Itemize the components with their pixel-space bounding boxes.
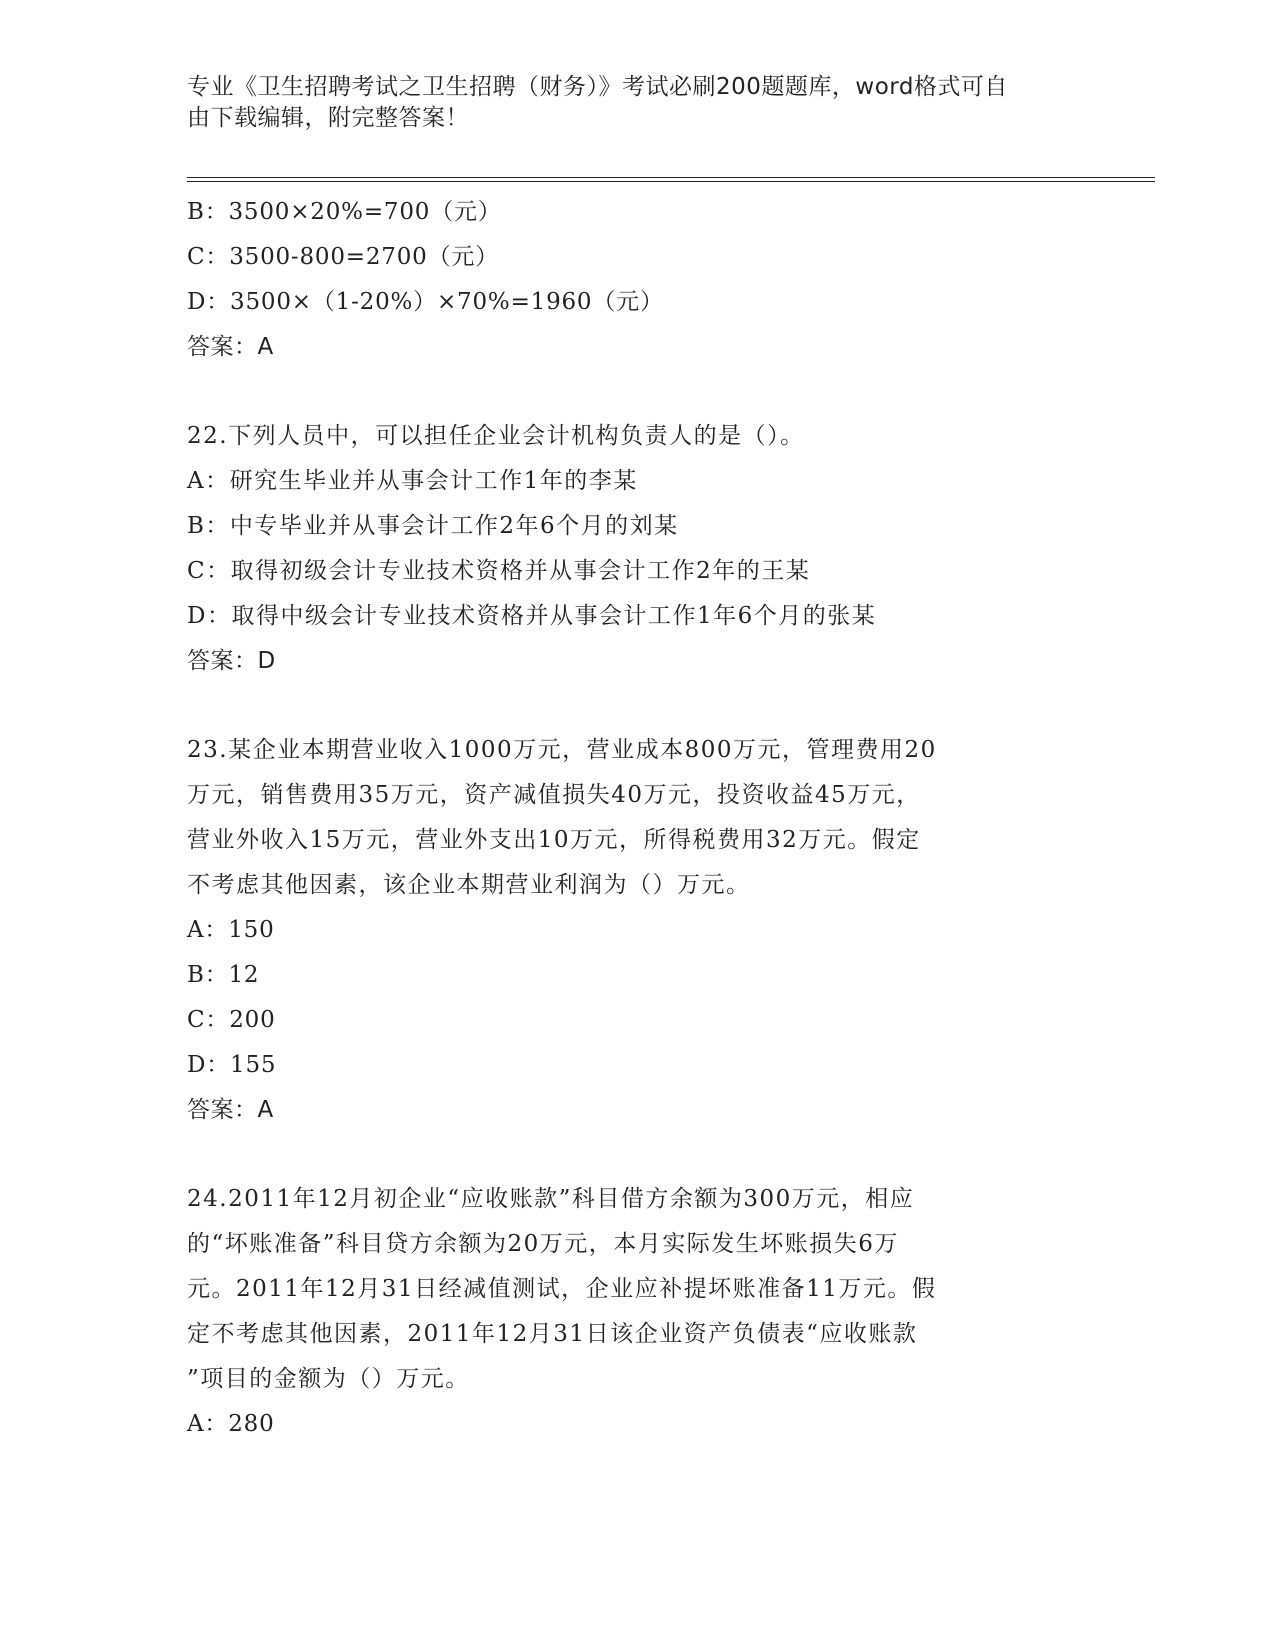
q23-stem-line-1: 23.某企业本期营业收入1000万元，营业成本800万元，管理费用20 bbox=[187, 737, 937, 763]
question-23 bbox=[187, 728, 1087, 1133]
question-24 bbox=[187, 1177, 1087, 1447]
q22-stem: 22.下列人员中，可以担任企业会计机构负责人的是（）。 bbox=[187, 423, 805, 449]
q23-option-c: C：200 bbox=[187, 1007, 276, 1033]
q23-option-d: D：155 bbox=[187, 1052, 277, 1078]
document-body bbox=[187, 190, 1087, 1447]
q23-stem-line-2: 万元，销售费用35万元，资产减值损失40万元，投资收益45万元， bbox=[187, 782, 921, 808]
q21-option-c: C：3500-800=2700（元） bbox=[187, 244, 500, 270]
q22-option-d: D：取得中级会计专业技术资格并从事会计工作1年6个月的张某 bbox=[187, 603, 877, 629]
q21-answer: 答案：A bbox=[187, 334, 274, 360]
q24-stem-line-2: 的“坏账准备”科目贷方余额为20万元，本月实际发生坏账损失6万 bbox=[187, 1231, 899, 1257]
q21-option-b: B：3500×20%=700（元） bbox=[187, 199, 502, 225]
q24-stem-line-3: 元。2011年12月31日经减值测试，企业应补提坏账准备11万元。假 bbox=[187, 1276, 937, 1302]
q24-stem-line-4: 定不考虑其他因素，2011年12月31日该企业资产负债表“应收账款 bbox=[187, 1321, 918, 1347]
spacer bbox=[187, 684, 1087, 728]
q24-option-a: A：280 bbox=[187, 1411, 275, 1437]
spacer bbox=[187, 1133, 1087, 1177]
q23-stem-line-3: 营业外收入15万元，营业外支出10万元，所得税费用32万元。假定 bbox=[187, 827, 921, 853]
q21-option-d: D：3500×（1-20%）×70%=1960（元） bbox=[187, 289, 664, 315]
question-21-tail bbox=[187, 190, 1087, 370]
header-line-2: 由下载编辑，附完整答案！ bbox=[187, 105, 469, 131]
q23-option-a: A：150 bbox=[187, 917, 275, 943]
header-divider-bottom bbox=[187, 181, 1155, 182]
q24-stem-line-5: ”项目的金额为（）万元。 bbox=[187, 1366, 470, 1392]
q22-option-a: A：研究生毕业并从事会计工作1年的李某 bbox=[187, 468, 638, 494]
header-line-1: 专业《卫生招聘考试之卫生招聘（财务）》考试必刷200题题库，word格式可自 bbox=[187, 74, 1008, 100]
q24-stem-line-1: 24.2011年12月初企业“应收账款”科目借方余额为300万元，相应 bbox=[187, 1186, 915, 1212]
header-divider-top bbox=[187, 177, 1155, 178]
q22-option-c: C：取得初级会计专业技术资格并从事会计工作2年的王某 bbox=[187, 558, 811, 584]
q23-answer: 答案：A bbox=[187, 1097, 274, 1123]
spacer bbox=[187, 370, 1087, 414]
document-header bbox=[187, 72, 1067, 134]
q22-answer: 答案：D bbox=[187, 648, 276, 674]
question-22 bbox=[187, 414, 1087, 684]
q22-option-b: B：中专毕业并从事会计工作2年6个月的刘某 bbox=[187, 513, 679, 539]
q23-stem-line-4: 不考虑其他因素，该企业本期营业利润为（）万元。 bbox=[187, 872, 751, 898]
q23-option-b: B：12 bbox=[187, 962, 260, 988]
